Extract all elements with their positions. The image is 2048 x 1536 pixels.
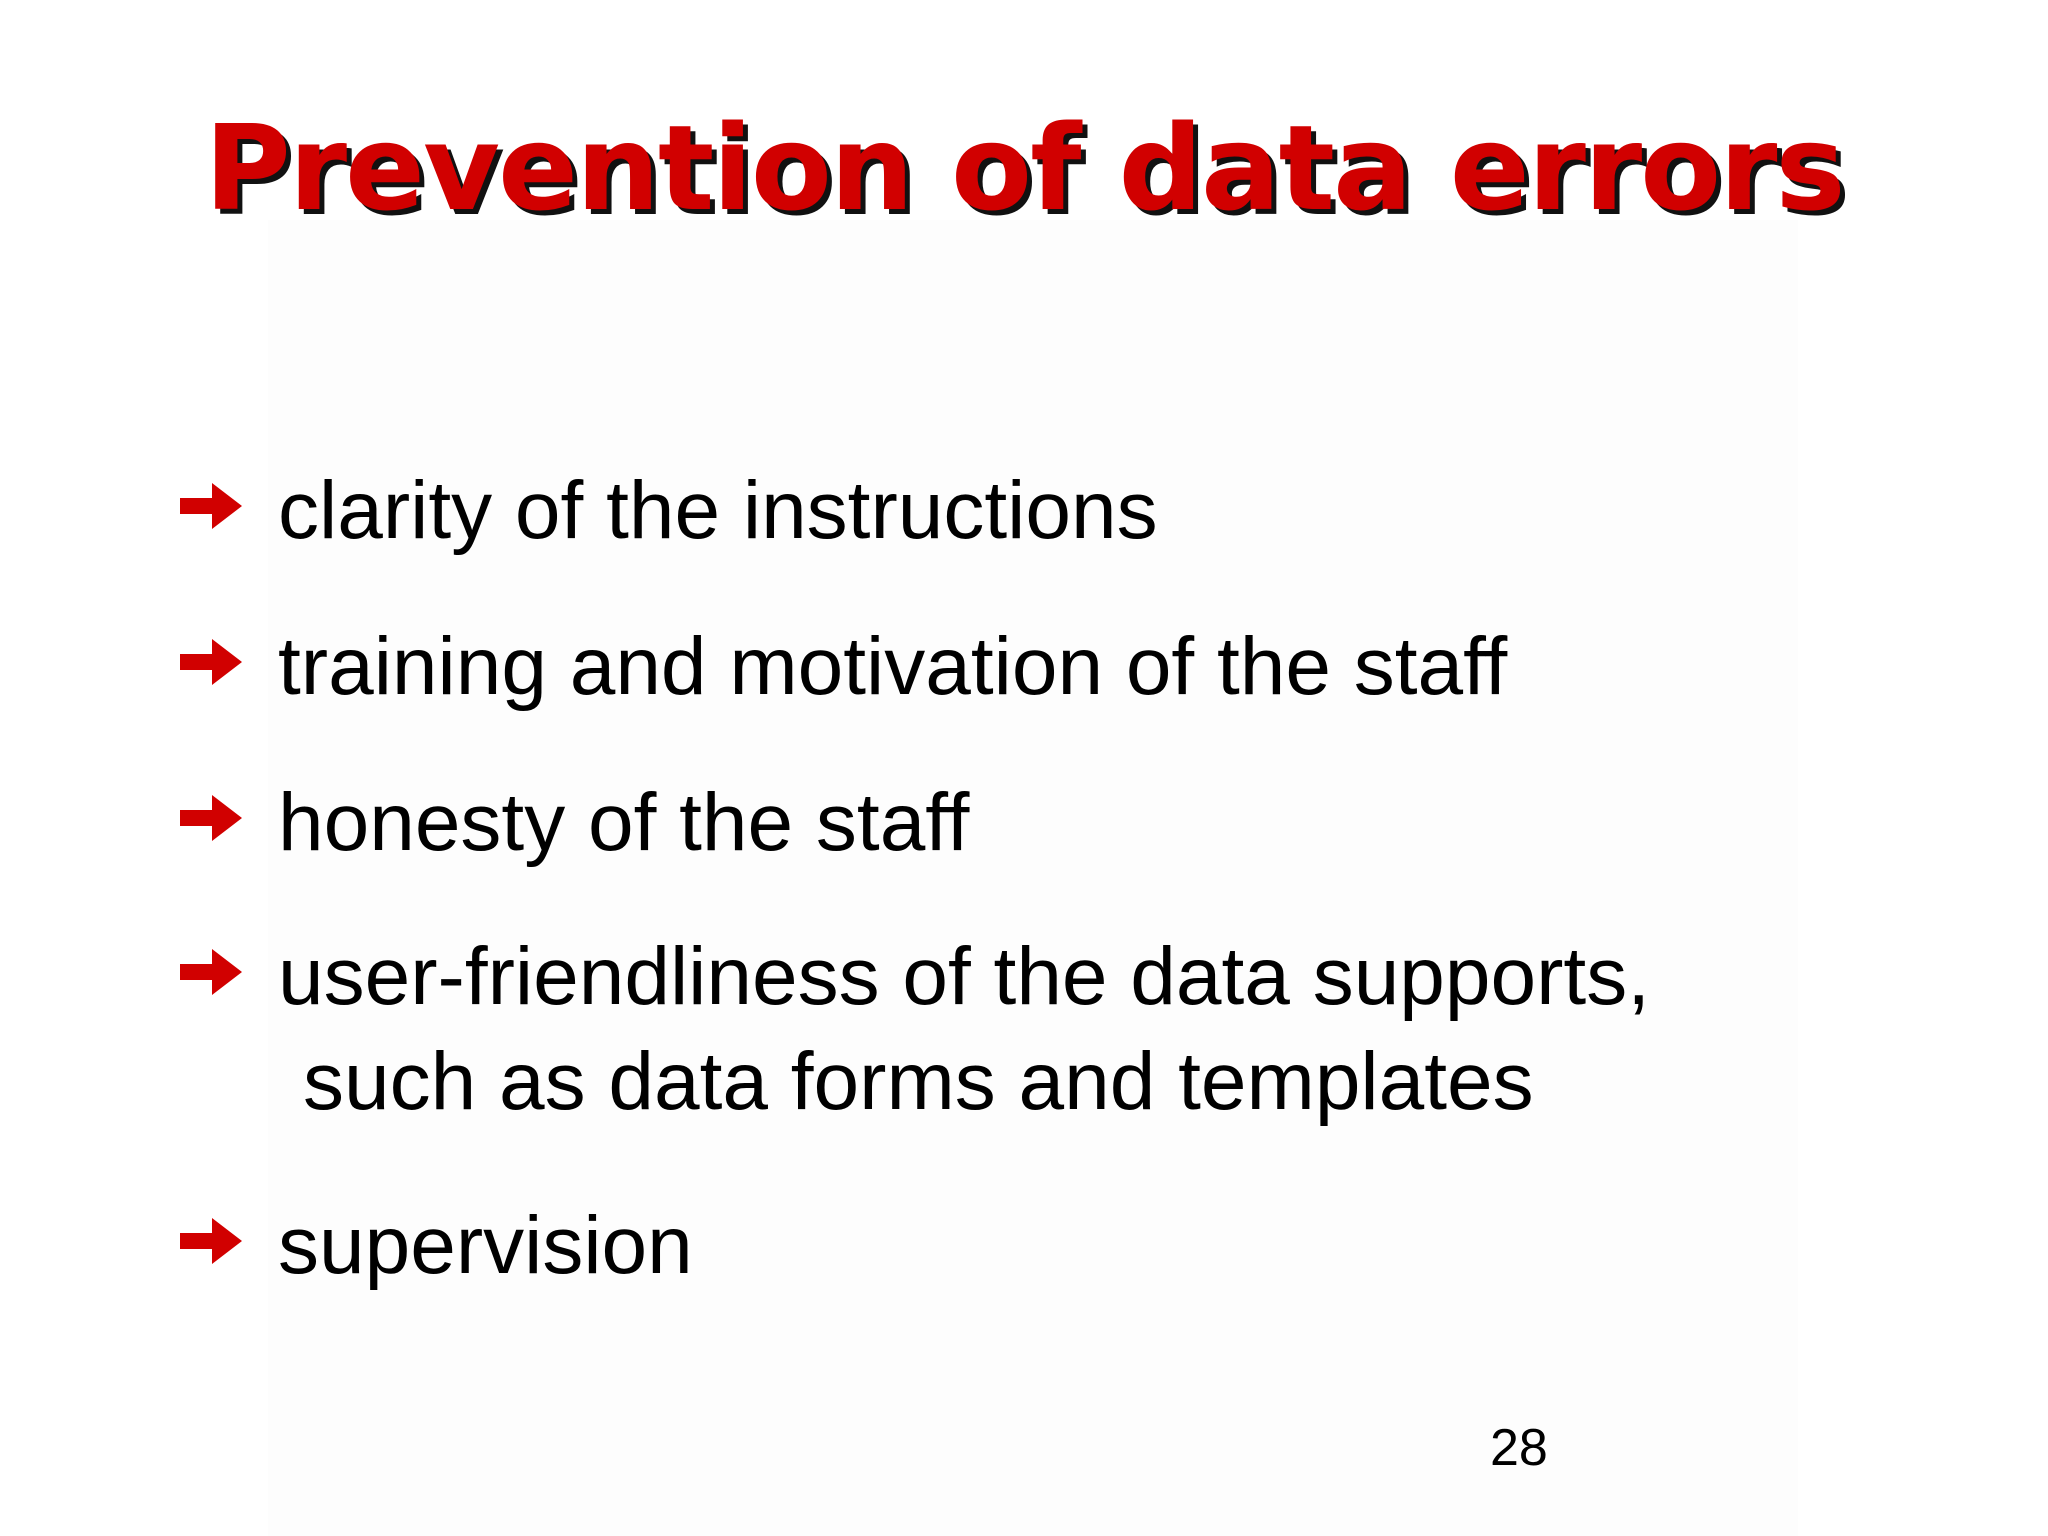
red-right-arrow-icon <box>176 479 246 533</box>
red-right-arrow-icon <box>176 945 246 999</box>
bullet-continuation-text: such as data forms and templates <box>303 1036 1534 1127</box>
bullet-text: user-friendliness of the data supports, <box>278 931 1650 1022</box>
page-number: 28 <box>1490 1419 1548 1477</box>
bullet-text: supervision <box>278 1200 693 1291</box>
bullet-text: clarity of the instructions <box>278 465 1158 556</box>
bullet-text: training and motivation of the staff <box>278 621 1508 712</box>
red-right-arrow-icon <box>176 791 246 845</box>
red-right-arrow-icon <box>176 1214 246 1268</box>
slide-title: Prevention of data errors <box>204 99 1844 237</box>
red-right-arrow-icon <box>176 635 246 689</box>
bullet-text: honesty of the staff <box>278 777 970 868</box>
